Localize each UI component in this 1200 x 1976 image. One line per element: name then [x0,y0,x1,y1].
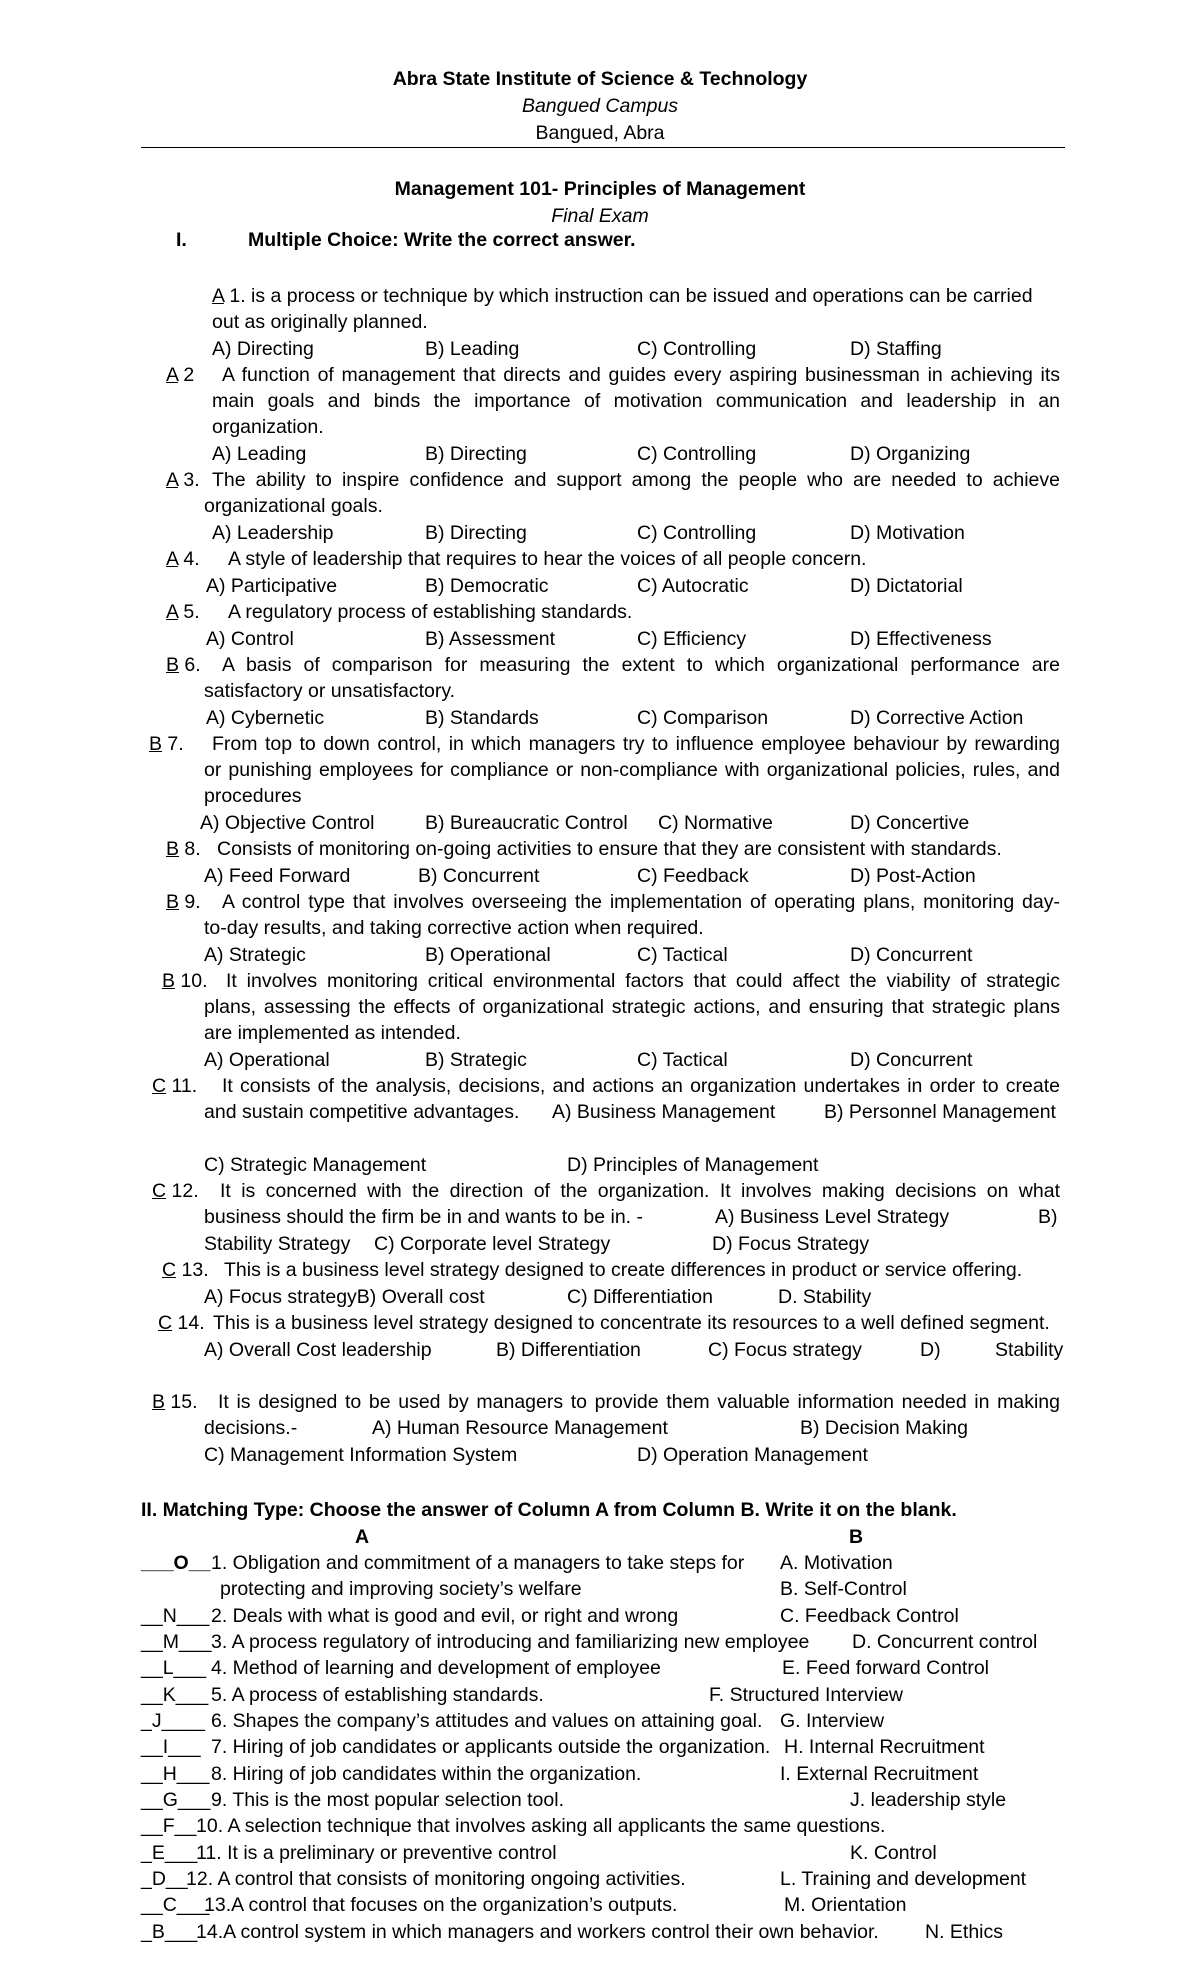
match-item-6: 6. Shapes the company’s attitudes and values on attaining goal. [211,1710,763,1732]
q3-option-d: D) Motivation [850,522,965,544]
answer-15: B [152,1391,166,1413]
q15-option-d: D) Operation Management [637,1444,868,1466]
match-option-h: H. Internal Recruitment [784,1736,985,1758]
match-option-f: F. Structured Interview [709,1684,903,1706]
q12-option-a: A) Business Level Strategy [715,1206,950,1228]
question-13: C 13. [162,1259,209,1281]
question-12: C 12. [152,1180,199,1202]
question-7-line3: procedures [204,785,302,807]
answer-6: B [166,654,180,676]
q4-option-c: C) Autocratic [637,575,749,597]
match-item-9: 9. This is the most popular selection tool. [211,1789,564,1811]
answer-12: C [152,1180,167,1202]
question-14-line1: This is a business level strategy designed to concentrate its resources to a well defined segment. [213,1312,1050,1334]
q8-option-b: B) Concurrent [418,865,540,887]
match-blank-13: __C___ [141,1894,210,1916]
q5-option-c: C) Efficiency [637,628,747,650]
q15-option-c: C) Management Information System [204,1444,518,1466]
q10-option-c: C) Tactical [637,1049,728,1071]
column-b-header: B [849,1526,864,1548]
match-item-5: 5. A process of establishing standards. [211,1684,544,1706]
question-15: B 15. [152,1391,198,1413]
match-blank-12: _D__ [141,1868,188,1890]
q5-option-d: D) Effectiveness [850,628,992,650]
location: Bangued, Abra [535,122,665,144]
match-blank-10: __F__ [141,1815,197,1837]
question-9-line1: A control type that involves overseeing the implementation of operating plans, monitoring day- [222,891,1060,913]
match-option-n: N. Ethics [925,1921,1004,1943]
question-2-line3: organization. [212,416,324,438]
question-2-line2: main goals and binds the importance of motivation communication and leadership in an [212,390,1060,412]
match-item-2: 2. Deals with what is good and evil, or right and wrong [211,1605,679,1627]
match-blank-3: __M___ [141,1631,212,1653]
q1-option-a: A) Directing [212,338,314,360]
match-item-1: 1. Obligation and commitment of a managers to take steps for [211,1552,745,1574]
match-item-8: 8. Hiring of job candidates within the organization. [211,1763,642,1785]
part1-roman: I. [176,229,187,251]
answer-13: C [162,1259,177,1281]
question-7: B 7. [149,733,184,755]
q15-option-b: B) Decision Making [800,1417,968,1439]
q2-option-b: B) Directing [425,443,527,465]
match-item-13: 13.A control that focuses on the organization’s outputs. [204,1894,678,1916]
question-8: B 8. [166,838,201,860]
match-option-b: B. Self-Control [780,1578,907,1600]
campus-name: Bangued Campus [521,95,679,117]
q15-option-a: A) Human Resource Management [372,1417,668,1439]
exam-title: Final Exam [551,205,649,227]
q14-option-b: B) Differentiation [496,1339,641,1361]
match-option-l: L. Training and development [780,1868,1027,1890]
q6-option-d: D) Corrective Action [850,707,1024,729]
question-3-line1: The ability to inspire confidence and support among the people who are needed to achieve [212,469,1060,491]
match-option-g: G. Interview [780,1710,885,1732]
answer-9: B [166,891,180,913]
q9-option-d: D) Concurrent [850,944,973,966]
course-title: Management 101- Principles of Management [394,178,806,200]
question-10-line2: plans, assessing the effects of organizational strategic actions, and ensuring that strategic plans [204,996,1060,1018]
question-10: B 10. [162,970,208,992]
match-blank-14: _B___ [141,1921,198,1943]
q1-option-d: D) Staffing [850,338,942,360]
match-item-1-cont: protecting and improving society’s welfare [220,1578,582,1600]
match-option-d: D. Concurrent control [852,1631,1038,1653]
match-blank-4: __L___ [141,1657,207,1679]
answer-1: A [212,285,224,307]
header-divider [141,147,1065,148]
match-item-4: 4. Method of learning and development of employee [211,1657,661,1679]
match-option-c: C. Feedback Control [780,1605,959,1627]
q11-option-d: D) Principles of Management [567,1154,819,1176]
q4-option-b: B) Democratic [425,575,549,597]
question-7-line2: or punishing employees for compliance or non-compliance with organizational policies, rules, and [204,759,1060,781]
answer-10: B [162,970,176,992]
q14-option-a: A) Overall Cost leadership [204,1339,432,1361]
question-2: A 2 [166,364,195,386]
question-1: A 1. is a process or technique by which instruction can be issued and operations can be carried [212,285,1033,307]
match-blank-9: __G___ [141,1789,211,1811]
question-3-line2: organizational goals. [204,495,383,517]
question-11-line2: and sustain competitive advantages. [204,1101,520,1123]
answer-3: A [166,469,178,491]
match-item-7: 7. Hiring of job candidates or applicants outside the organization. [211,1736,771,1758]
q9-option-c: C) Tactical [637,944,728,966]
q8-option-a: A) Feed Forward [204,865,351,887]
question-8-line1: Consists of monitoring on-going activities to ensure that they are consistent with standards. [217,838,1002,860]
q3-option-c: C) Controlling [637,522,757,544]
match-option-k: K. Control [850,1842,937,1864]
q8-option-c: C) Feedback [637,865,749,887]
match-blank-11: _E___ [141,1842,198,1864]
q5-option-a: A) Control [206,628,294,650]
question-2-line1: A function of management that directs and guides every aspiring businessman in achieving its [222,364,1060,386]
question-4: A 4. [166,548,200,570]
q5-option-b: B) Assessment [425,628,556,650]
match-blank-7: __I___ [141,1736,201,1758]
q2-option-d: D) Organizing [850,443,971,465]
part2-title: II. Matching Type: Choose the answer of Column A from Column B. Write it on the blank. [141,1499,957,1521]
q4-option-a: A) Participative [206,575,338,597]
answer-2: A [166,364,178,386]
question-5: A 5. [166,601,200,623]
q1-option-c: C) Controlling [637,338,757,360]
q9-option-b: B) Operational [425,944,551,966]
match-blank-1: ___O__ [141,1552,211,1574]
question-3: A 3. [166,469,200,491]
q4-option-d: D) Dictatorial [850,575,963,597]
q3-option-a: A) Leadership [212,522,334,544]
q7-option-b: B) Bureaucratic Control [425,812,628,834]
answer-14: C [158,1312,173,1334]
question-11-line1: It consists of the analysis, decisions, and actions an organization undertakes in order to create [222,1075,1060,1097]
question-15-line1: It is designed to be used by managers to provide them valuable information needed in making [218,1391,1060,1413]
question-5-line1: A regulatory process of establishing standards. [228,601,633,623]
match-item-11: 11. It is a preliminary or preventive control [196,1842,557,1864]
question-4-line1: A style of leadership that requires to hear the voices of all people concern. [228,548,867,570]
question-9: B 9. [166,891,201,913]
institution-name: Abra State Institute of Science & Technology [392,68,808,90]
q13-option-c: C) Differentiation [567,1286,713,1308]
question-12-line1: It is concerned with the direction of the organization. It involves making decisions on what [220,1180,1060,1202]
answer-4: A [166,548,178,570]
q14-option-d-letter: D) [920,1339,941,1361]
q9-option-a: A) Strategic [204,944,306,966]
question-13-line1: This is a business level strategy designed to create differences in product or service offering. [224,1259,1023,1281]
part1-instruction: Multiple Choice: Write the correct answer. [248,229,636,251]
q11-option-a: A) Business Management [552,1101,776,1123]
q7-option-a: A) Objective Control [200,812,375,834]
q6-option-a: A) Cybernetic [206,707,325,729]
question-15-line2: decisions.- [204,1417,298,1439]
match-option-j: J. leadership style [850,1789,1007,1811]
q13-option-d: D. Stability [778,1286,872,1308]
q12-option-c: C) Corporate level Strategy [374,1233,611,1255]
answer-7: B [149,733,163,755]
match-option-i: I. External Recruitment [780,1763,979,1785]
question-10-line3: are implemented as intended. [204,1022,461,1044]
q12-option-b-letter: B) [1038,1206,1058,1228]
match-option-e: E. Feed forward Control [782,1657,990,1679]
q11-option-b: B) Personnel Management [824,1101,1056,1123]
q6-option-c: C) Comparison [637,707,769,729]
match-item-3: 3. A process regulatory of introducing and familiarizing new employee [211,1631,810,1653]
q10-option-b: B) Strategic [425,1049,527,1071]
question-1-line2: out as originally planned. [212,311,428,333]
match-item-10: 10. A selection technique that involves asking all applicants the same questions. [196,1815,886,1837]
q10-option-a: A) Operational [204,1049,330,1071]
q14-option-d: Stability [995,1339,1064,1361]
q7-option-c: C) Normative [658,812,773,834]
match-blank-8: __H___ [141,1763,210,1785]
question-11: C 11. [152,1075,198,1097]
q3-option-b: B) Directing [425,522,527,544]
question-7-line1: From top to down control, in which managers try to influence employee behaviour by rewarding [212,733,1060,755]
q11-option-c: C) Strategic Management [204,1154,427,1176]
question-12-line2: business should the firm be in and wants to be in. - [204,1206,643,1228]
q12-option-d: D) Focus Strategy [712,1233,870,1255]
question-6-line1: A basis of comparison for measuring the extent to which organizational performance are [222,654,1060,676]
answer-8: B [166,838,180,860]
q14-option-c: C) Focus strategy [708,1339,862,1361]
q2-option-a: A) Leading [212,443,307,465]
question-9-line2: to-day results, and taking corrective action when required. [204,917,704,939]
q12-option-b: Stability Strategy [204,1233,351,1255]
question-14: C 14. [158,1312,205,1334]
q8-option-d: D) Post-Action [850,865,976,887]
answer-11: C [152,1075,167,1097]
q1-option-b: B) Leading [425,338,520,360]
answer-5: A [166,601,178,623]
match-option-m: M. Orientation [784,1894,907,1916]
match-item-14: 14.A control system in which managers and workers control their own behavior. [196,1921,879,1943]
match-blank-5: __K___ [141,1684,209,1706]
match-blank-6: _J____ [141,1710,205,1732]
q13-option-ab: A) Focus strategyB) Overall cost [204,1286,485,1308]
match-item-12: 12. A control that consists of monitoring ongoing activities. [186,1868,686,1890]
q10-option-d: D) Concurrent [850,1049,973,1071]
column-a-header: A [355,1526,370,1548]
q6-option-b: B) Standards [425,707,539,729]
match-option-a: A. Motivation [780,1552,893,1574]
match-blank-2: __N___ [141,1605,210,1627]
q2-option-c: C) Controlling [637,443,757,465]
question-6-line2: satisfactory or unsatisfactory. [204,680,456,702]
q7-option-d: D) Concertive [850,812,970,834]
question-6: B 6. [166,654,201,676]
question-10-line1: It involves monitoring critical environmental factors that could affect the viability of strategic [226,970,1060,992]
